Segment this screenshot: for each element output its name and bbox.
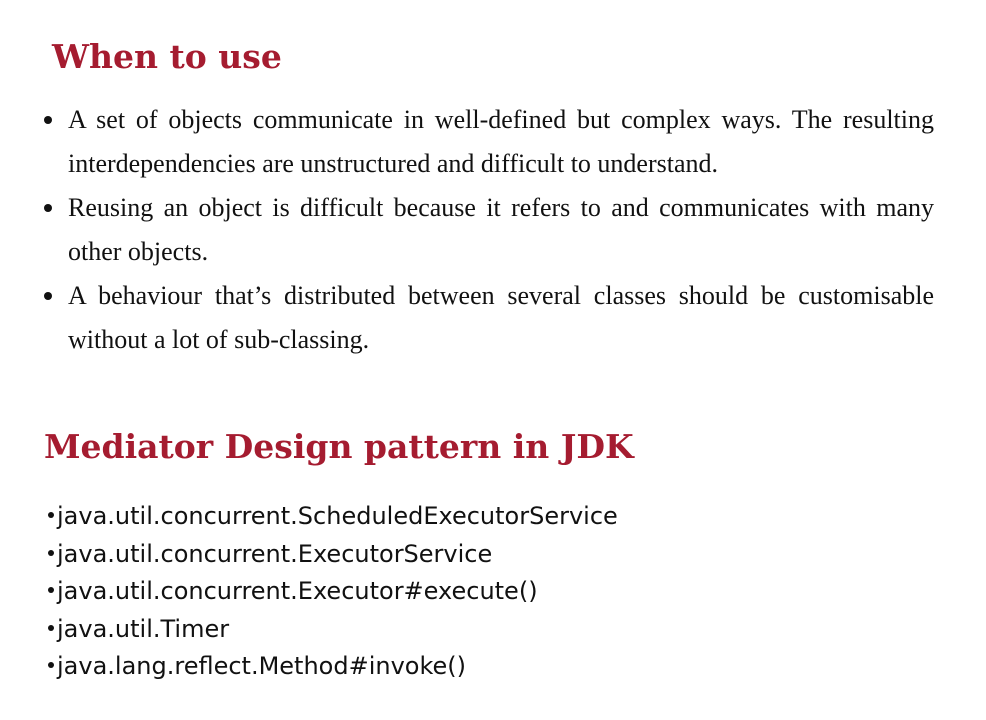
list-item-text: java.lang.reflect.Method#invoke() [57, 652, 467, 680]
list-item-text: java.util.concurrent.ExecutorService [57, 539, 493, 568]
list-item-text: java.util.concurrent.ScheduledExecutorService [57, 502, 618, 530]
bullet-icon [44, 116, 52, 124]
list-item-text: java.util.Timer [57, 614, 230, 643]
bullet-icon [48, 625, 54, 631]
list-item-text: java.util.concurrent.Executor#execute() [57, 577, 538, 605]
bullet-icon [44, 204, 52, 212]
list-item-text: Reusing an object is difficult because it refers to and communicates with many other objects. [68, 193, 934, 266]
list-item [44, 648, 618, 686]
list-item [44, 573, 618, 611]
list-item [40, 274, 934, 362]
list-item [44, 611, 618, 649]
list-item [44, 498, 618, 536]
heading-mediator-in-jdk: Mediator Design pattern in JDK [44, 427, 634, 466]
list-item-text: A set of objects communicate in well-defined but complex ways. The resulting interdependencies are unstructured and difficult to understand. [68, 105, 934, 178]
bullet-icon [48, 587, 54, 593]
list-item [40, 186, 934, 274]
list-item [40, 98, 934, 186]
bullet-icon [48, 512, 54, 518]
heading-when-to-use: When to use [52, 37, 282, 76]
bullet-icon [44, 292, 52, 300]
jdk-class-list [44, 498, 618, 686]
list-item [44, 536, 618, 574]
when-to-use-list [40, 98, 934, 362]
list-item-text: A behaviour that’s distributed between several classes should be customisable without a lot of sub-classing. [68, 281, 934, 354]
bullet-icon [48, 550, 54, 556]
bullet-icon [48, 662, 54, 668]
